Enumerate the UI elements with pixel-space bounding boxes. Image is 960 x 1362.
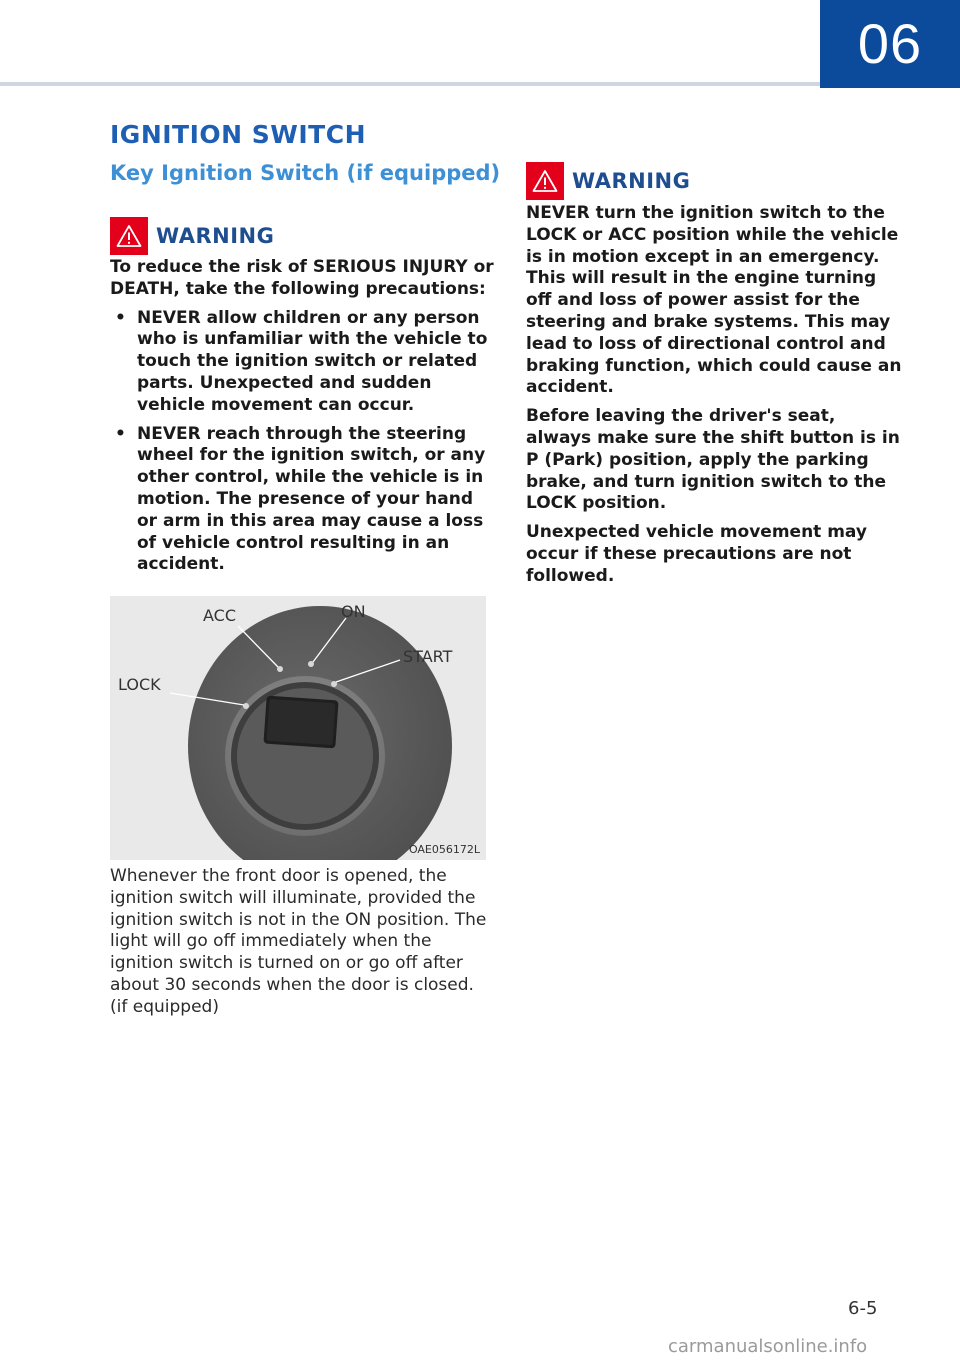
warning-paragraph: Before leaving the driver's seat, always make sure the shift button is in P (Park) position, apply the parking brake, and turn ignition switch to the LOCK position.: [526, 406, 900, 514]
ignition-switch-illustration: [110, 596, 486, 860]
chapter-number: 06: [820, 0, 960, 88]
list-item: [110, 424, 495, 577]
warning-triangle-icon: [526, 162, 564, 200]
page-number: 6-5: [848, 1298, 878, 1319]
warning-triangle-icon: [110, 217, 148, 255]
figure-code: OAE056172L: [408, 843, 480, 856]
section-title: IGNITION SWITCH: [110, 120, 366, 149]
subsection-title: Key Ignition Switch (if equipped): [110, 161, 501, 185]
label-acc: ACC: [203, 606, 237, 625]
label-lock: LOCK: [118, 675, 161, 694]
bullet: •: [115, 423, 126, 444]
warning-paragraph: Unexpected vehicle movement may occur if these precautions are not followed.: [526, 522, 867, 586]
warning-intro: To reduce the risk of SERIOUS INJURY or DEATH, take the following precautions:: [110, 257, 494, 299]
warning-list: [110, 308, 495, 577]
warning-label: WARNING: [572, 169, 691, 193]
warning-header-left: [110, 217, 274, 255]
label-on: ON: [341, 602, 366, 621]
list-item: [110, 308, 495, 417]
ignition-switch-figure: [110, 596, 486, 860]
header-rule: [0, 82, 820, 86]
list-item-text: NEVER reach through the steering wheel for the ignition switch, or any other control, while the vehicle is in motion. The presence of your hand or arm in this area may cause a loss of vehicle control resulting in an accident.: [137, 423, 486, 575]
warning-header-right: [526, 162, 690, 200]
label-start: START: [403, 647, 453, 666]
bullet: •: [115, 307, 126, 328]
warning-body-left: [110, 257, 495, 583]
warning-paragraph: NEVER turn the ignition switch to the LOCK or ACC position while the vehicle is in motion except in an emergency. This will result in the engine turning off and loss of power assist for the steering and brake systems. This may lead to loss of directional control and braking function, which could cause an accident.: [526, 203, 902, 398]
body-paragraph: Whenever the front door is opened, the ignition switch will illuminate, provided the ignition switch is not in the ON position. The light will go off immediately when the ignition switch is turned on or go off after about 30 seconds when the door is closed. (if equipped): [110, 866, 487, 1017]
warning-body-right: [526, 203, 906, 595]
warning-label: WARNING: [156, 224, 275, 248]
list-item-text: NEVER allow children or any person who is unfamiliar with the vehicle to touch the ignition switch or related parts. Unexpected and sudden vehicle movement can occur.: [137, 307, 488, 415]
watermark: carmanualsonline.info: [668, 1336, 868, 1357]
